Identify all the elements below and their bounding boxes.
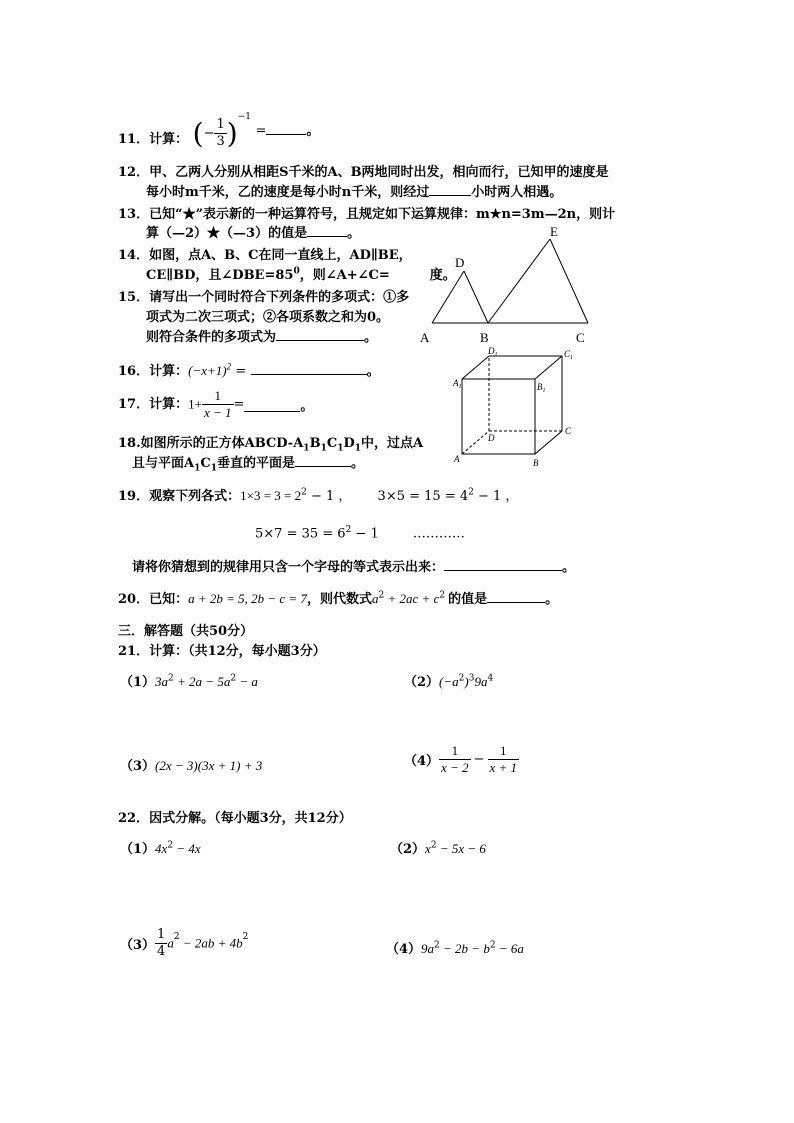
q18-line2-mid: 垂直的平面是: [216, 456, 295, 471]
q12-line2: [146, 181, 562, 200]
q18-cube-figure: [450, 346, 580, 470]
fig14-label-a: A: [420, 330, 430, 345]
q22-p3-a: a: [167, 935, 174, 951]
q22-p4-b: − 2b − b: [439, 941, 490, 956]
cube-label-c1: $C_1$: [564, 349, 574, 361]
q22-p1-e: 2: [167, 840, 174, 851]
q20-exp2: 2: [439, 590, 446, 601]
fig14-label-b: B: [480, 330, 489, 345]
q11-minus: −: [203, 126, 215, 141]
q18-line2-c: C: [200, 456, 211, 471]
q22-part3: [120, 927, 248, 960]
q22-p2-a: x: [425, 841, 431, 856]
q13-line1: [118, 203, 615, 222]
q20-condition: a + 2b = 5, 2b − c = 7: [188, 591, 307, 606]
q21-p2-a: (−a: [439, 674, 459, 689]
q18-line1-end: 中，过点A: [361, 436, 424, 451]
q19-answer-blank[interactable]: [444, 556, 562, 571]
fig14-label-d: D: [455, 255, 465, 270]
q21-part2: [404, 671, 493, 690]
fig14-line-db: [464, 271, 488, 323]
q21-p2-b: ): [464, 674, 469, 689]
q22-p4-a: 9a: [421, 941, 435, 956]
q20-number: 20．: [118, 592, 150, 607]
q21-p4-frac1: [439, 743, 471, 776]
cube-label-a: A: [454, 454, 460, 464]
cube-label-d: D: [488, 433, 495, 443]
q11-text: 计算：: [149, 131, 189, 147]
q18-sub1: 1: [303, 443, 310, 454]
q22-p3-d: 4: [157, 944, 166, 959]
q21-p1-b: + 2a − 5a: [173, 674, 231, 689]
q16: [118, 360, 380, 379]
q22-p1-b: − 4x: [173, 841, 201, 856]
q21-p3-expr: (2x − 3)(3x + 1) + 3: [155, 758, 263, 773]
q15-number: 15．: [118, 290, 150, 305]
q21-p4-frac2: [488, 743, 520, 776]
q18-sub4: 1: [354, 443, 361, 454]
q17-frac-den: x − 1: [203, 405, 232, 420]
q21-part3: [120, 755, 262, 774]
q14-line2-end: 度。: [429, 268, 456, 283]
q13-line1-text: 已知“★”表示新的一种运算符号，且规定如下运算规律：m★n=3m—2n，则计: [149, 207, 616, 222]
q17-frac-num: 1: [202, 388, 234, 405]
q15-line3-text: 则符合条件的多项式为: [146, 330, 277, 345]
q21-title: [118, 640, 326, 659]
q16-expression: (−x+1): [188, 363, 227, 378]
q17-text: 计算：: [149, 397, 189, 412]
q20-mid: ，则代数式: [306, 592, 372, 607]
fig14-line-ad: [432, 271, 464, 323]
q17-answer-blank[interactable]: [244, 397, 300, 412]
q14-number: 14．: [118, 248, 150, 263]
q21-p1-e1: 2: [168, 673, 174, 684]
q21-part3-label: （3）: [120, 759, 156, 774]
q18-sub2: 1: [320, 443, 327, 454]
q21-p4-d1: x − 2: [441, 760, 469, 775]
q21-p2-e1: 2: [458, 673, 465, 684]
q11-fraction: [214, 117, 226, 150]
q18-b: B: [309, 436, 321, 451]
q21-p2-e2: 3: [468, 673, 475, 684]
q21-p1-c: − a: [236, 674, 258, 689]
section3-title: 三．解答题（共50分）: [118, 624, 254, 639]
q19-number: 19．: [118, 489, 150, 504]
q19-formula1-exp: 2: [301, 487, 307, 498]
q22-p1-a: 4x: [155, 841, 168, 856]
q13-line2-text: 算（—2）★（—3）的值是: [146, 226, 308, 241]
q22-p2-b: − 5x − 6: [436, 841, 486, 856]
q13-number: 13．: [118, 207, 150, 222]
q21-p4-n1: 1: [439, 743, 471, 760]
q19-line3: [132, 556, 575, 575]
q12-line2-text: 每小时m千米，乙的速度是每小时n千米，则经过: [146, 185, 430, 200]
q12-line1: [118, 161, 609, 180]
q19-dots: …………: [412, 526, 465, 542]
q19-line3-end: 。: [562, 560, 576, 575]
q20-tail: 的值是: [448, 592, 488, 607]
q14-line1-text: 如图，点A、B、C在同一直线上，AD∥BE，: [149, 248, 412, 263]
q22-p3-e1: 2: [173, 932, 180, 942]
q15-line3: [146, 326, 377, 345]
q14-line2: [146, 264, 456, 283]
q19-formula2-tail: − 1 ，: [473, 489, 519, 504]
q21-title-text: 计算：（共12分，每小题3分）: [149, 644, 326, 659]
fig14-label-e: E: [550, 224, 558, 239]
q16-exponent: 2: [226, 361, 232, 372]
q11-expression: (− $\frac{1}{3}$ )$^{-1}$: [192, 112, 251, 150]
q18-c: C: [326, 436, 338, 451]
q18-sub5: 1: [194, 463, 201, 474]
q11-end: 。: [306, 123, 320, 139]
cube-edge-bc: [535, 431, 562, 454]
cube-label-c: C: [565, 426, 572, 436]
q16-text: 计算：: [149, 364, 189, 379]
fig14-line-be: [488, 239, 550, 323]
q19-formula3: 5×7 = 35 = 6: [255, 526, 346, 542]
q14-figure: [418, 222, 598, 347]
q20-expr2: + 2ac + c: [384, 591, 440, 606]
q21-part1: [120, 671, 258, 690]
q22-p4-e1: 2: [434, 940, 440, 951]
q11-frac-den: 3: [216, 134, 225, 149]
q21-p4-d2: x + 1: [489, 760, 518, 775]
q21-part2-label: （2）: [404, 675, 440, 690]
cube-front-face: [462, 379, 535, 454]
q22-part2-label: （2）: [390, 842, 426, 857]
q18-answer-blank[interactable]: [295, 452, 351, 467]
fig14-label-c: C: [576, 330, 585, 345]
cube-edge-ad: [462, 431, 489, 454]
cube-label-a1: $A_1$: [453, 378, 462, 390]
cube-edge-b1c1: [535, 356, 562, 379]
q18-line2-text: 且与平面A: [132, 456, 195, 471]
q15-line1: [118, 286, 409, 305]
q19-line2: [255, 525, 465, 541]
q19-formula2-exp: 2: [468, 487, 474, 498]
q21-p1-a: 3a: [155, 674, 169, 689]
q15-line2: [146, 306, 389, 325]
q22-part1-label: （1）: [120, 842, 156, 857]
q19-formula3-tail: − 1: [351, 526, 379, 542]
q22-p4-e2: 2: [489, 940, 496, 951]
q22-number: 22．: [118, 811, 150, 826]
q20-end: 。: [545, 592, 559, 607]
q19-formula3-exp: 2: [345, 525, 352, 535]
q18-number: 18.: [118, 436, 141, 451]
q22-p3-frac: [155, 927, 167, 960]
q17-fraction: [202, 388, 234, 421]
q22-p3-n: 1: [157, 927, 166, 942]
q22-part3-label: （3）: [120, 938, 156, 953]
q12-answer-blank[interactable]: [429, 181, 471, 196]
q11-answer-blank[interactable]: [266, 120, 306, 135]
q14-degree: 0: [293, 266, 300, 277]
q22-part4-label: （4）: [386, 942, 422, 957]
q12-line2-end: 小时两人相遇。: [471, 185, 563, 200]
q11: [118, 112, 319, 152]
cube-label-b1: $B_1$: [537, 382, 546, 394]
cube-label-b: B: [533, 458, 539, 468]
q22-p2-e: 2: [430, 840, 437, 851]
q18-line1-text: 如图所示的正方体ABCD-A: [140, 436, 304, 451]
q21-part1-label: （1）: [120, 675, 156, 690]
q19-formula1-tail: − 1 ，: [306, 489, 352, 504]
q11-number: 11．: [118, 131, 150, 147]
q19-formula2: 3×5 = 15 = 4: [377, 489, 469, 504]
q21-part4-label: （4）: [404, 754, 440, 769]
q18-line2-end: 。: [351, 456, 365, 471]
q21-p1-e2: 2: [230, 673, 237, 684]
q16-end: 。: [366, 364, 380, 379]
q18-sub3: 1: [337, 443, 344, 454]
q15-line2-text: 项式为二次三项式；②各项系数之和为0。: [146, 310, 390, 325]
q19-line3-text: 请将你猜想到的规律用只含一个字母的等式表示出来：: [132, 560, 445, 575]
q21-p4-n2: 1: [488, 743, 520, 760]
q18-line2: [132, 452, 364, 474]
q22-p3-b: − 2ab + 4b: [179, 935, 243, 951]
q12-line1-text: 甲、乙两人分别从相距S千米的A、B两地同时出发，相向而行，已知甲的速度是: [149, 165, 609, 180]
q16-eq: =: [231, 364, 247, 379]
q22-title: [118, 807, 352, 826]
q19-formula1: 1×3 = 3 = 2: [240, 488, 302, 503]
q22-part2: [390, 838, 486, 857]
q14-line1: [118, 244, 412, 263]
q11-exponent: −1: [237, 112, 251, 122]
q17-end: 。: [300, 399, 314, 414]
q19-line1: [118, 485, 518, 504]
q20-exp1: 2: [378, 590, 385, 601]
q21-number: 21．: [118, 644, 150, 659]
q21-p2-e3: 4: [487, 673, 494, 684]
q17-eq: =: [233, 397, 245, 412]
q18-sub6: 1: [210, 463, 217, 474]
cube-edge-a1d1: [462, 356, 489, 379]
q14-line2-text: CE∥BD，且∠DBE=85: [146, 268, 294, 283]
q15-answer-blank[interactable]: [276, 326, 364, 341]
q14-line2-mid: ，则∠A+∠C=: [299, 268, 390, 283]
q22-part4: [386, 938, 524, 957]
q17-pre: 1+: [188, 396, 202, 412]
q20-answer-blank[interactable]: [487, 588, 545, 603]
q17-number: 17．: [118, 397, 150, 412]
q17: [118, 388, 313, 428]
q21-p4-minus: −: [473, 752, 485, 767]
q13-answer-blank[interactable]: [307, 222, 347, 237]
q16-answer-blank[interactable]: [251, 360, 367, 375]
q13-line2-end: 。: [347, 226, 361, 241]
q22-p3-e2: 2: [242, 932, 249, 942]
q16-number: 16．: [118, 364, 150, 379]
q13-line2: [146, 222, 360, 241]
q18-line1: [118, 432, 423, 454]
q19-text: 观察下列各式：: [149, 489, 241, 504]
q18-d: D: [343, 436, 355, 451]
q22-part1: [120, 838, 201, 857]
q12-number: 12．: [118, 165, 150, 180]
q21-part4: [404, 743, 519, 776]
cube-label-d1: $D_1$: [488, 346, 498, 358]
q21-p2-c: 9a: [474, 674, 488, 689]
q15-line3-end: 。: [364, 330, 378, 345]
fig14-line-ec: [550, 239, 588, 323]
q11-eq: =: [255, 123, 267, 139]
q11-frac-num: 1: [216, 117, 225, 132]
q20-text: 已知：: [149, 592, 189, 607]
q22-title-text: 因式分解。（每小题3分，共12分）: [149, 811, 352, 826]
q20: [118, 588, 558, 607]
q22-p4-c: − 6a: [495, 941, 524, 956]
q20-expr1: a: [372, 591, 379, 606]
q15-line1-text: 请写出一个同时符合下列条件的多项式：①多: [149, 290, 410, 305]
